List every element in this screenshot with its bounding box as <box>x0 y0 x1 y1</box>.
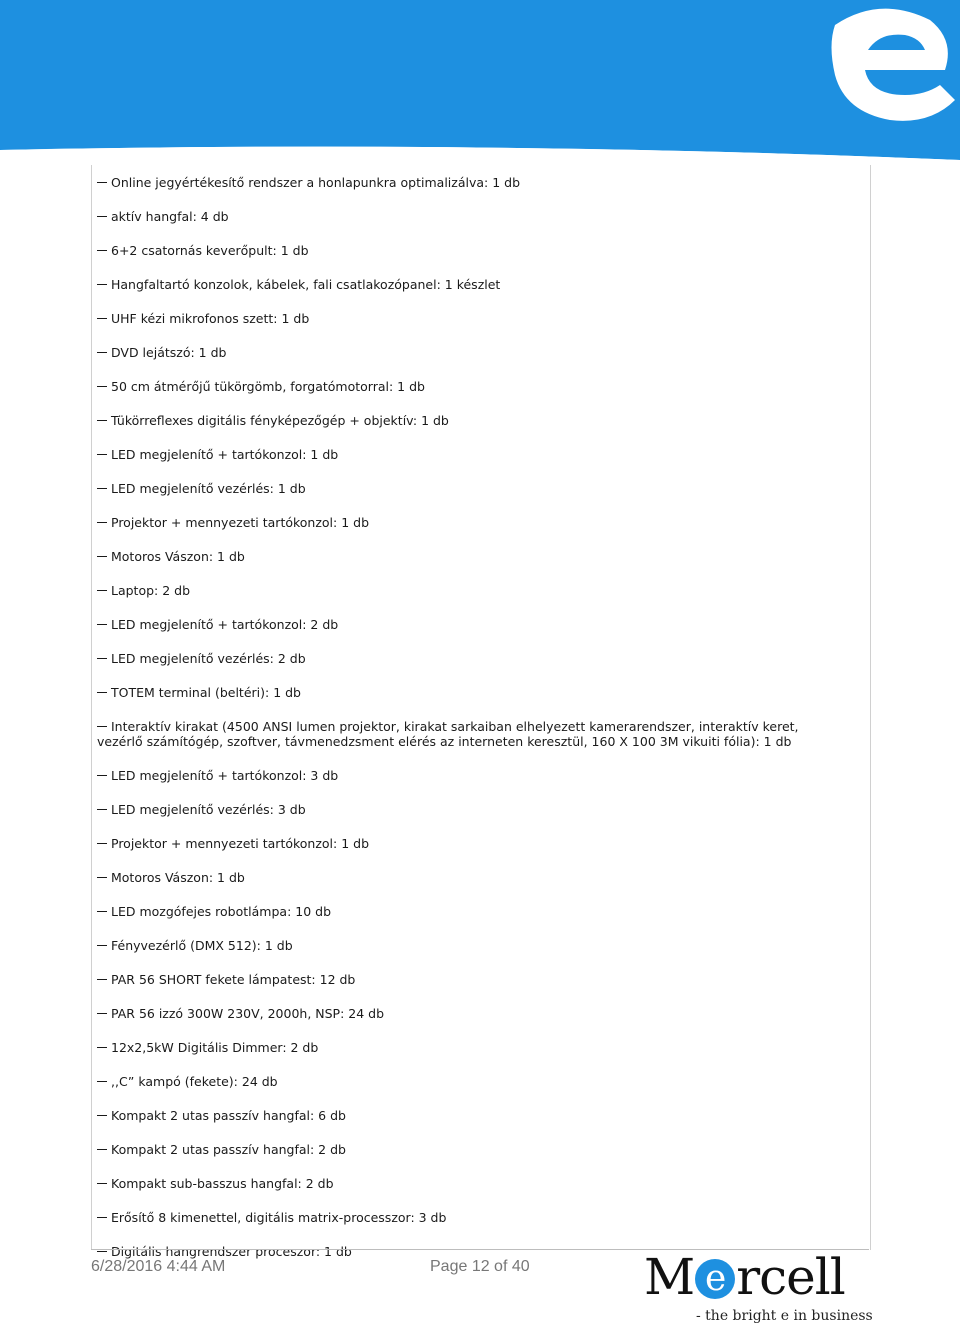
logo-text-suffix: rcell <box>736 1248 845 1306</box>
list-item <box>97 209 832 224</box>
list-item-text: ,,C” kampó (fekete): 24 db <box>111 1074 278 1089</box>
dash-bullet-icon <box>97 284 107 285</box>
dash-bullet-icon <box>97 488 107 489</box>
dash-bullet-icon <box>97 1183 107 1184</box>
dash-bullet-icon <box>97 522 107 523</box>
list-item-text: Online jegyértékesítő rendszer a honlapunkra optimalizálva: 1 db <box>111 175 521 190</box>
list-item <box>97 277 832 292</box>
dash-bullet-icon <box>97 911 107 912</box>
logo-text-prefix: M <box>644 1248 695 1306</box>
list-item-text: Kompakt sub-basszus hangfal: 2 db <box>111 1176 334 1191</box>
footer-page-number: Page 12 of 40 <box>430 1258 530 1275</box>
list-item <box>97 345 832 360</box>
list-item-text: Kompakt 2 utas passzív hangfal: 2 db <box>111 1142 346 1157</box>
dash-bullet-icon <box>97 979 107 980</box>
list-item <box>97 413 832 428</box>
dash-bullet-icon <box>97 624 107 625</box>
list-item-text: LED megjelenítő + tartókonzol: 1 db <box>111 447 339 462</box>
dash-bullet-icon <box>97 182 107 183</box>
list-item <box>97 481 832 496</box>
header-banner <box>0 0 960 165</box>
list-item-text: 50 cm átmérőjű tükörgömb, forgatómotorral: 1 db <box>111 379 425 394</box>
dash-bullet-icon <box>97 692 107 693</box>
dash-bullet-icon <box>97 454 107 455</box>
dash-bullet-icon <box>97 945 107 946</box>
list-item <box>97 802 832 817</box>
list-item-text: LED megjelenítő + tartókonzol: 3 db <box>111 768 339 783</box>
list-item <box>97 685 832 700</box>
dash-bullet-icon <box>97 1115 107 1116</box>
list-item <box>97 651 832 666</box>
list-item <box>97 1142 832 1157</box>
list-item <box>97 1108 832 1123</box>
list-item-text: Interaktív kirakat (4500 ANSI lumen projektor, kirakat sarkaiban elhelyezett kamerarendszer, interaktív keret, vezérlő számítógép, szoftver, távmenedzsment elérés az interneten keresztül, 160 X 100 3M vikuiti fólia): 1 db <box>97 719 799 749</box>
dash-bullet-icon <box>97 1013 107 1014</box>
list-item-text: Digitális hangrendszer proceszor: 1 db <box>111 1244 352 1259</box>
list-item <box>97 447 832 462</box>
dash-bullet-icon <box>97 877 107 878</box>
dash-bullet-icon <box>97 590 107 591</box>
dash-bullet-icon <box>97 843 107 844</box>
list-item-text: PAR 56 SHORT fekete lámpatest: 12 db <box>111 972 356 987</box>
list-item-text: LED megjelenítő vezérlés: 3 db <box>111 802 306 817</box>
list-item <box>97 515 832 530</box>
dash-bullet-icon <box>97 1251 107 1252</box>
list-item-text: PAR 56 izzó 300W 230V, 2000h, NSP: 24 db <box>111 1006 385 1021</box>
dash-bullet-icon <box>97 386 107 387</box>
list-item <box>97 1074 832 1089</box>
list-item <box>97 938 832 953</box>
list-item-text: 6+2 csatornás keverőpult: 1 db <box>111 243 309 258</box>
dash-bullet-icon <box>97 658 107 659</box>
dash-bullet-icon <box>97 809 107 810</box>
dash-bullet-icon <box>97 726 107 727</box>
list-item <box>97 719 832 749</box>
header-wave <box>0 0 960 165</box>
list-item <box>97 617 832 632</box>
dash-bullet-icon <box>97 1149 107 1150</box>
list-item-text: LED megjelenítő vezérlés: 1 db <box>111 481 306 496</box>
list-item <box>97 836 832 851</box>
list-item-text: Fényvezérlő (DMX 512): 1 db <box>111 938 293 953</box>
list-item-text: Projektor + mennyezeti tartókonzol: 1 db <box>111 515 370 530</box>
list-item <box>97 243 832 258</box>
list-item-text: Motoros Vászon: 1 db <box>111 870 245 885</box>
dash-bullet-icon <box>97 352 107 353</box>
dash-bullet-icon <box>97 1217 107 1218</box>
list-item-text: Kompakt 2 utas passzív hangfal: 6 db <box>111 1108 346 1123</box>
list-item-text: Hangfaltartó konzolok, kábelek, fali csatlakozópanel: 1 készlet <box>111 277 501 292</box>
list-item <box>97 379 832 394</box>
list-item-text: LED megjelenítő + tartókonzol: 2 db <box>111 617 339 632</box>
list-item-text: 12x2,5kW Digitális Dimmer: 2 db <box>111 1040 319 1055</box>
dash-bullet-icon <box>97 1081 107 1082</box>
list-item <box>97 768 832 783</box>
list-item <box>97 175 832 190</box>
list-item-text: Tükörreflexes digitális fényképezőgép + objektív: 1 db <box>111 413 449 428</box>
list-item-text: DVD lejátszó: 1 db <box>111 345 227 360</box>
dash-bullet-icon <box>97 556 107 557</box>
list-item <box>97 972 832 987</box>
list-item-text: aktív hangfal: 4 db <box>111 209 229 224</box>
list-item <box>97 870 832 885</box>
list-item <box>97 583 832 598</box>
dash-bullet-icon <box>97 1047 107 1048</box>
list-item-text: TOTEM terminal (beltéri): 1 db <box>111 685 301 700</box>
list-item-text: UHF kézi mikrofonos szett: 1 db <box>111 311 310 326</box>
list-item-text: LED mozgófejes robotlámpa: 10 db <box>111 904 332 919</box>
dash-bullet-icon <box>97 775 107 776</box>
footer-date: 6/28/2016 4:44 AM <box>91 1258 226 1275</box>
list-item <box>97 1176 832 1191</box>
list-item <box>97 311 832 326</box>
dash-bullet-icon <box>97 318 107 319</box>
list-item-text: LED megjelenítő vezérlés: 2 db <box>111 651 306 666</box>
logo-tagline: - the bright e in business <box>696 1308 873 1324</box>
list-item-text: Erősítő 8 kimenettel, digitális matrix-processzor: 3 db <box>111 1210 447 1225</box>
list-item <box>97 1040 832 1055</box>
logo-e-icon: e <box>695 1259 735 1299</box>
dash-bullet-icon <box>97 420 107 421</box>
list-item <box>97 549 832 564</box>
dash-bullet-icon <box>97 216 107 217</box>
list-item-text: Projektor + mennyezeti tartókonzol: 1 db <box>111 836 370 851</box>
list-item-text: Laptop: 2 db <box>111 583 191 598</box>
list-item <box>97 1006 832 1021</box>
logo-wordmark <box>644 1248 845 1306</box>
marcell-logo <box>640 1248 873 1329</box>
dash-bullet-icon <box>97 250 107 251</box>
list-item-text: Motoros Vászon: 1 db <box>111 549 245 564</box>
list-item <box>97 904 832 919</box>
list-item <box>97 1210 832 1225</box>
equipment-list <box>97 175 832 1278</box>
